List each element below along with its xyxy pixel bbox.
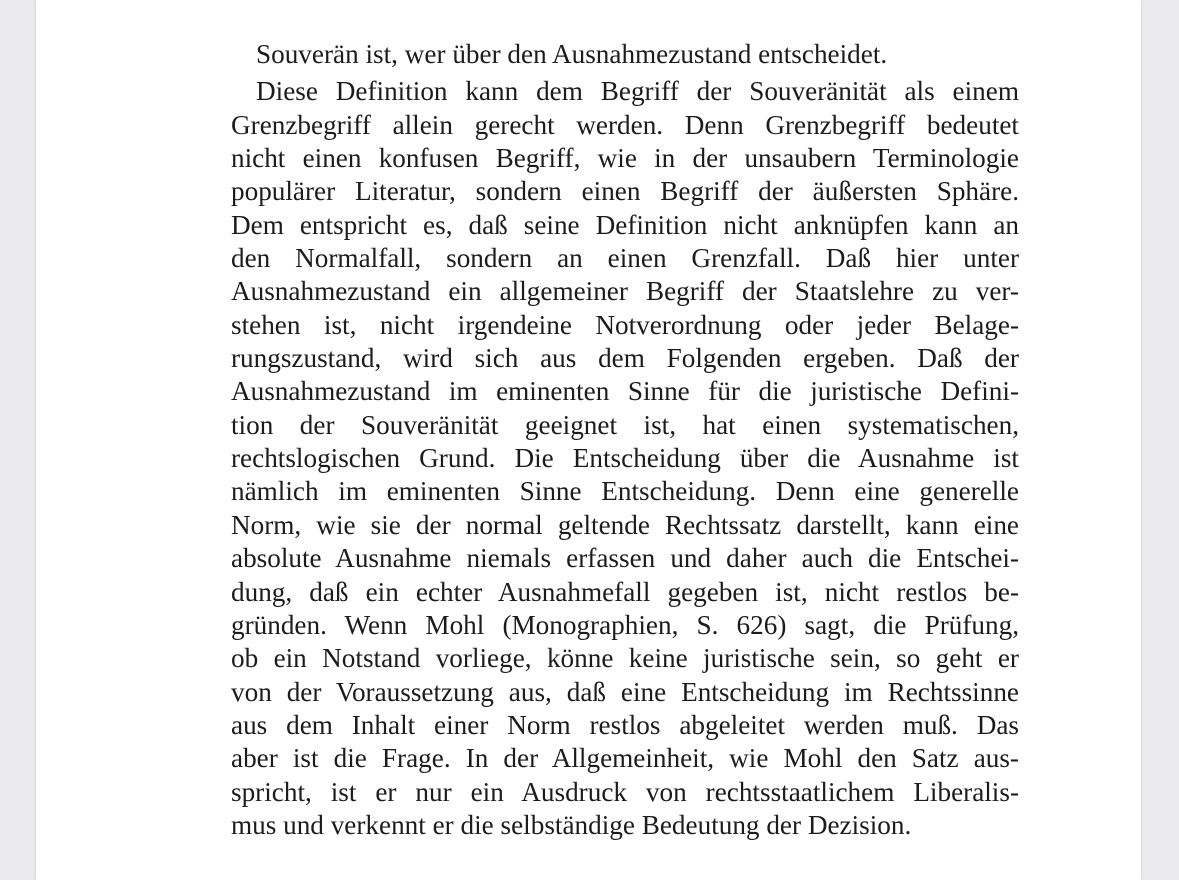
paragraph-line: den Normalfall, sondern an einen Grenzfall. Daß hier unter bbox=[231, 243, 1019, 274]
paragraph-line: dung, daß ein echter Ausnahmefall gegeben ist, nicht restlos be- bbox=[231, 576, 1019, 607]
heading-line: Souverän ist, wer über den Ausnahmezustand entscheidet. bbox=[256, 39, 888, 69]
paragraph-line: von der Voraussetzung aus, daß eine Entscheidung im Rechtssinne bbox=[231, 676, 1019, 707]
paragraph-line: populärer Literatur, sondern einen Begriff der äußersten Sphäre. bbox=[231, 176, 1019, 207]
paragraph-line: ob ein Notstand vorliege, könne keine juristische sein, so geht er bbox=[231, 643, 1019, 674]
paragraph-line: Ausnahmezustand im eminenten Sinne für die juristische Defini- bbox=[231, 376, 1019, 407]
page-text bbox=[231, 38, 1019, 842]
paragraph-line: Diese Definition kann dem Begriff der Souveränität als einem bbox=[256, 76, 1019, 107]
paragraph-line: spricht, ist er nur ein Ausdruck von rechtsstaatlichem Liberalis- bbox=[231, 776, 1019, 807]
paragraph-line: nicht einen konfusen Begriff, wie in der unsaubern Terminologie bbox=[231, 143, 1019, 174]
paragraph-line: Norm, wie sie der normal geltende Rechtssatz darstellt, kann eine bbox=[231, 509, 1019, 540]
paragraph-line: aus dem Inhalt einer Norm restlos abgeleitet werden muß. Das bbox=[231, 709, 1019, 740]
paragraph-line: gründen. Wenn Mohl (Monographien, S. 626) sagt, die Prüfung, bbox=[231, 609, 1019, 640]
paragraph-line: Ausnahmezustand ein allgemeiner Begriff der Staatslehre zu ver- bbox=[231, 276, 1019, 307]
paragraph-line: Dem entspricht es, daß seine Definition nicht anknüpfen kann an bbox=[231, 209, 1019, 240]
paragraph-line: tion der Souveränität geeignet ist, hat einen systematischen, bbox=[231, 409, 1019, 440]
paragraph-line: mus und verkennt er die selbständige Bedeutung der Dezision. bbox=[231, 809, 912, 840]
paragraph-line: absolute Ausnahme niemals erfassen und daher auch die Entschei- bbox=[231, 543, 1019, 574]
paragraph bbox=[231, 75, 1019, 842]
paragraph-line: Grenzbegriff allein gerecht werden. Denn Grenzbegriff bedeutet bbox=[231, 109, 1019, 140]
paragraph-line: stehen ist, nicht irgendeine Notverordnung oder jeder Belage- bbox=[231, 309, 1019, 340]
paragraph-line: aber ist die Frage. In der Allgemeinheit, wie Mohl den Satz aus- bbox=[231, 743, 1019, 774]
document-page[interactable] bbox=[36, 0, 1141, 880]
paragraph-line: rungszustand, wird sich aus dem Folgenden ergeben. Daß der bbox=[231, 343, 1019, 374]
paragraph-line: nämlich im eminenten Sinne Entscheidung. Denn eine generelle bbox=[231, 476, 1019, 507]
paragraph-line: rechtslogischen Grund. Die Entscheidung über die Ausnahme ist bbox=[231, 443, 1019, 474]
